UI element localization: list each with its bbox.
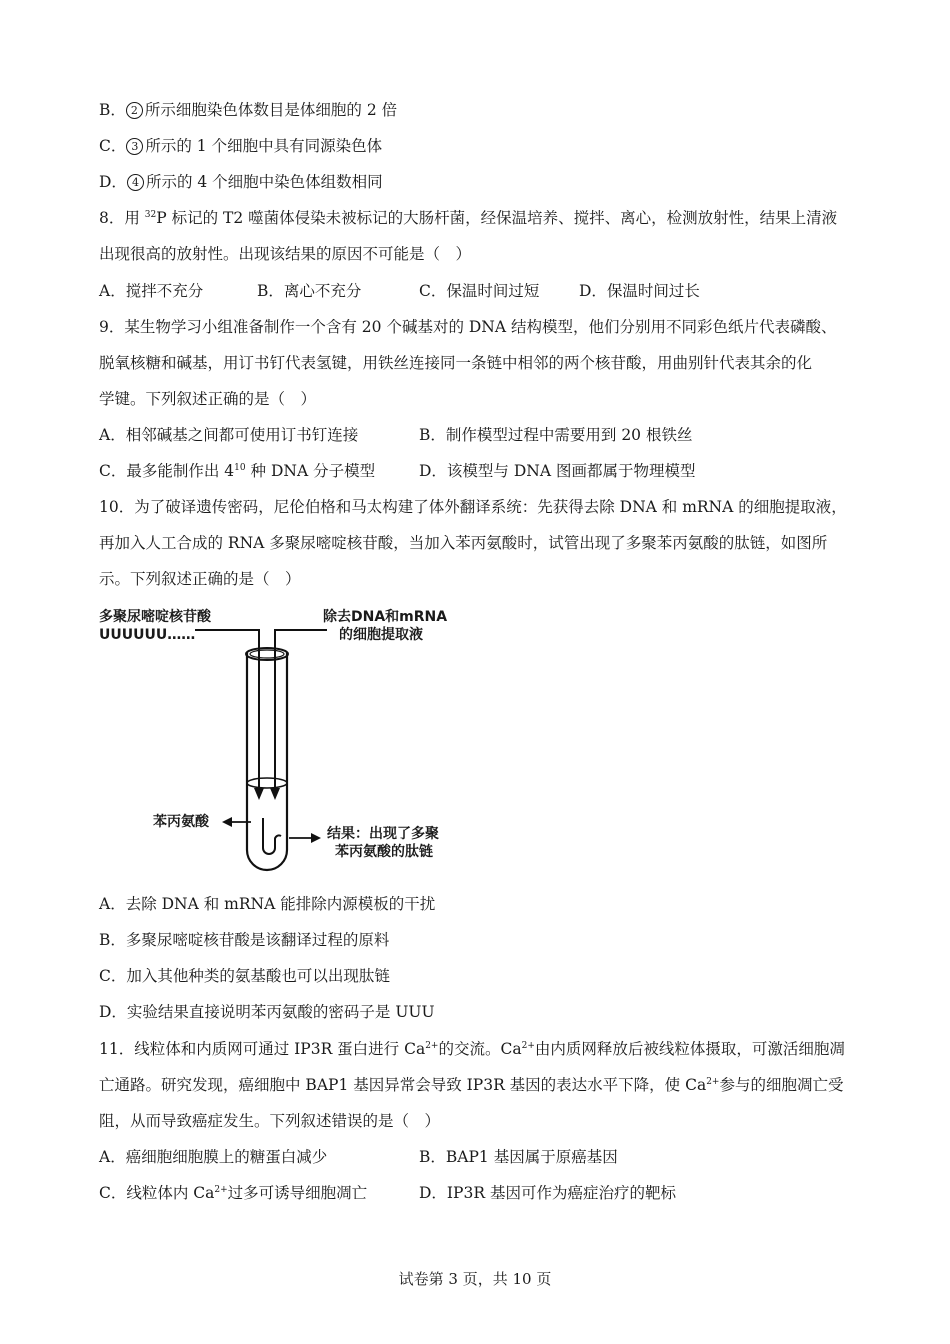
right-feed-arrow: [270, 788, 280, 800]
liquid-level: [247, 778, 287, 788]
q10-stem-line3: 示。下列叙述正确的是（ ）: [99, 570, 301, 588]
test-tube-rim-inner: [250, 650, 284, 658]
q8-option-c: C．保温时间过短: [419, 282, 540, 300]
q11-stem-line2: 亡通路。研究发现，癌细胞中 BAP1 基因异常会导致 IP3R 基因的表达水平下降，使 $Ca^{2+}$参与的细胞凋亡受: [99, 1076, 844, 1094]
test-tube-outline: [247, 652, 287, 870]
label-result-line2: 苯丙氨酸的肽链: [335, 844, 433, 860]
q7-option-c: C． 3 所示的 1 个细胞中具有同源染色体: [99, 137, 383, 155]
label-cell-extract-line1: 除去DNA和mRNA: [323, 609, 448, 625]
q11-stem-line3: 阻，从而导致癌症发生。下列叙述错误的是（ ）: [99, 1112, 441, 1130]
circled-number-4: 4: [127, 174, 144, 191]
label-cell-extract-line2: 的细胞提取液: [339, 627, 423, 643]
label-poly-u-sequence: UUUUUU……: [99, 627, 196, 643]
q11-option-c: C．线粒体内 $Ca^{2+}$过多可诱导细胞凋亡: [99, 1184, 368, 1202]
q10-option-c: C．加入其他种类的氨基酸也可以出现肽链: [99, 967, 390, 985]
q11-stem-line1: 11．线粒体和内质网可通过 IP3R 蛋白进行 $Ca^{2+}$的交流。$Ca^{2+}$由内质网释放后被线粒体摄取，可激活细胞凋: [99, 1040, 845, 1058]
q7-option-d: D． 4 所示的 4 个细胞中染色体组数相同: [99, 173, 383, 191]
q9-stem-line3: 学键。下列叙述正确的是（ ）: [99, 390, 317, 408]
q8-option-a: A．搅拌不充分: [99, 282, 204, 300]
q9-stem-line1: 9．某生物学习小组准备制作一个含有 20 个碱基对的 DNA 结构模型，他们分别用不同彩色纸片代表磷酸、: [99, 318, 837, 336]
q11-option-d: D．IP3R 基因可作为癌症治疗的靶标: [419, 1184, 676, 1202]
q9-option-c: C．最多能制作出 $4^{10}$ 种 DNA 分子模型: [99, 462, 376, 480]
label-result-line1: 结果：出现了多聚: [327, 826, 439, 842]
q10-option-a: A．去除 DNA 和 mRNA 能排除内源模板的干扰: [99, 895, 436, 913]
q9-option-d: D．该模型与 DNA 图画都属于物理模型: [419, 462, 696, 480]
peptide-chain-squiggle: [263, 818, 281, 854]
q10-option-b: B．多聚尿嘧啶核苷酸是该翻译过程的原料: [99, 931, 390, 949]
q8-stem-line1: 8．用 $^{32}$P 标记的 T2 噬菌体侵染未被标记的大肠杆菌，经保温培养、搅拌、离心，检测放射性，结果上清液: [99, 209, 838, 227]
q9-option-a: A．相邻碱基之间都可使用订书钉连接: [99, 426, 359, 444]
q10-option-d: D．实验结果直接说明苯丙氨酸的密码子是 UUU: [99, 1003, 435, 1021]
test-tube-figure: [95, 600, 475, 880]
q9-option-b: B．制作模型过程中需要用到 20 根铁丝: [419, 426, 693, 444]
phenylalanine-arrow-head: [222, 817, 232, 827]
q7-option-b: B． 2 所示细胞染色体数目是体细胞的 2 倍: [99, 101, 398, 119]
label-phenylalanine: 苯丙氨酸: [153, 814, 209, 830]
page-footer: 试卷第 3 页，共 10 页: [398, 1270, 552, 1288]
left-feed-pipe: [195, 630, 259, 796]
circled-number-3: 3: [126, 138, 143, 155]
q10-stem-line2: 再加入人工合成的 RNA 多聚尿嘧啶核苷酸，当加入苯丙氨酸时，试管出现了多聚苯丙氨酸的肽链，如图所: [99, 534, 828, 552]
label-poly-u: 多聚尿嘧啶核苷酸: [99, 609, 211, 625]
q11-option-a: A．癌细胞细胞膜上的糖蛋白减少: [99, 1148, 328, 1166]
q8-stem-line2: 出现很高的放射性。出现该结果的原因不可能是（ ）: [99, 245, 472, 263]
circled-number-2: 2: [126, 102, 143, 119]
q8-option-d: D．保温时间过长: [579, 282, 700, 300]
left-feed-arrow: [254, 788, 264, 800]
result-arrow-head: [311, 833, 321, 843]
q8-option-b: B．离心不充分: [257, 282, 362, 300]
q10-stem-line1: 10．为了破译遗传密码，尼伦伯格和马太构建了体外翻译系统：先获得去除 DNA 和 mRNA 的细胞提取液，: [99, 498, 847, 516]
q9-stem-line2: 脱氧核糖和碱基，用订书钉代表氢键，用铁丝连接同一条链中相邻的两个核苷酸，用曲别针代表其余的化: [99, 354, 813, 372]
q11-option-b: B．BAP1 基因属于原癌基因: [419, 1148, 618, 1166]
